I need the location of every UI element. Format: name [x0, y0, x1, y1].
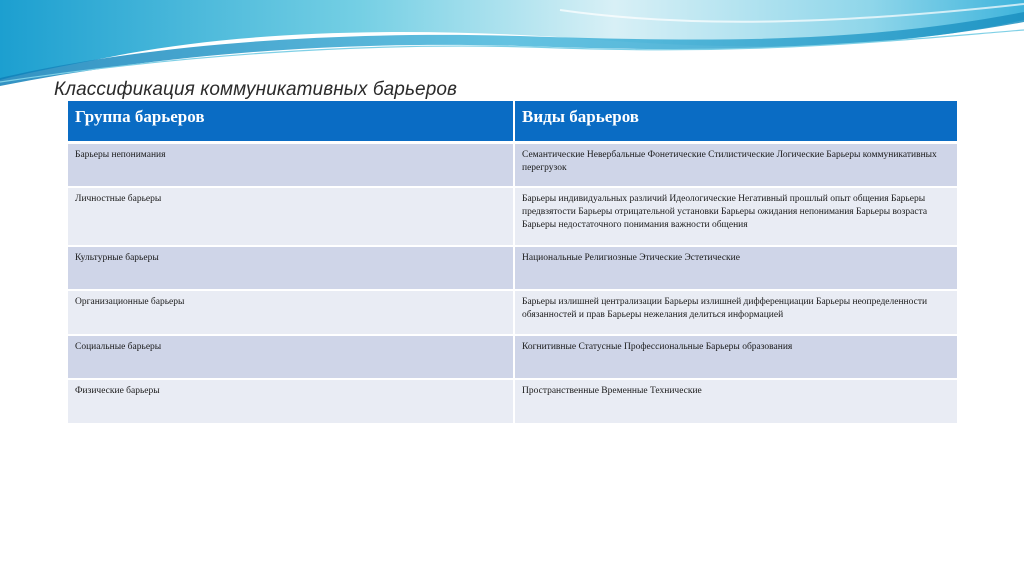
- cell-types: Национальные Религиозные Этические Эстетические: [513, 247, 957, 291]
- cell-types: Когнитивные Статусные Профессиональные Барьеры образования: [513, 336, 957, 380]
- cell-types: Пространственные Временные Технические: [513, 380, 957, 425]
- barriers-table: [68, 101, 957, 425]
- cell-group: Физические барьеры: [68, 380, 513, 425]
- cell-group: Барьеры непонимания: [68, 144, 513, 188]
- table-row: [68, 291, 957, 336]
- table-row: [68, 247, 957, 291]
- slide-title: Классификация коммуникативных барьеров: [54, 79, 458, 100]
- table-row: [68, 144, 957, 188]
- cell-types: Барьеры индивидуальных различий Идеологические Негативный прошлый опыт общения Барьеры предвзятости Барьеры отрицательной установки Барьеры ожидания непонимания Барьеры возраста Барьеры недостаточного понимания важности общения: [513, 188, 957, 247]
- table-row: [68, 188, 957, 247]
- cell-group: Личностные барьеры: [68, 188, 513, 247]
- cell-group: Социальные барьеры: [68, 336, 513, 380]
- header-barrier-group: Группа барьеров: [68, 101, 513, 144]
- table-header-row: [68, 101, 957, 144]
- cell-group: Организационные барьеры: [68, 291, 513, 336]
- table-row: [68, 336, 957, 380]
- cell-types: Барьеры излишней централизации Барьеры излишней дифференциации Барьеры неопределенности обязанностей и прав Барьеры нежелания делиться информацией: [513, 291, 957, 336]
- cell-types: Семантические Невербальные Фонетические Стилистические Логические Барьеры коммуникативных перегрузок: [513, 144, 957, 188]
- cell-group: Культурные барьеры: [68, 247, 513, 291]
- header-barrier-types: Виды барьеров: [513, 101, 957, 144]
- table-row: [68, 380, 957, 425]
